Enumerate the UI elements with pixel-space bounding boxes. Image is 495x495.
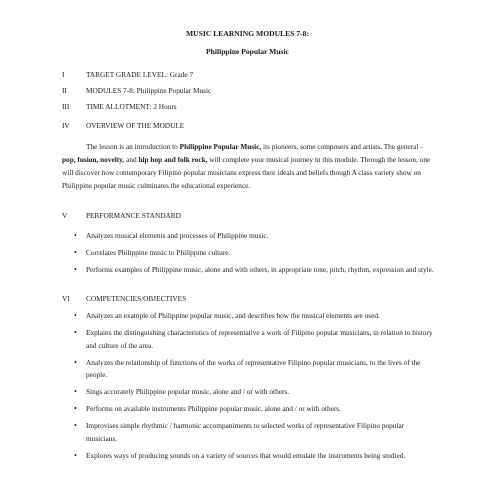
overview-paragraph — [62, 140, 434, 192]
list-item: • Analyzes musical elements and processes of Philippine music. — [62, 230, 434, 243]
section-heading: TARGET GRADE LEVEL: Grade 7 — [86, 70, 194, 79]
section-heading: MODULES 7-8: Philippine Popular Music — [86, 86, 212, 95]
list-item: • Analyzes the relationship of functions of the works of representative Filipino popular musicians, to the lives of the people. — [62, 357, 434, 382]
list-item: • Performs on available instruments Philippine popular music, alone and / or with others. — [62, 403, 434, 416]
list-item: • Improvises simple rhythmic / harmonic accompaniments to selected works of representative Filipino popular musicians. — [62, 420, 434, 445]
section-heading: PERFORMANCE STANDARD — [86, 211, 181, 220]
overview-bold: hip hop and folk rock, — [138, 155, 208, 164]
document-subtitle: Philippine Popular Music — [206, 47, 289, 56]
document-title: MUSIC LEARNING MODULES 7-8: — [186, 29, 309, 38]
competencies-list — [62, 310, 434, 467]
list-item: • Analyzes an example of Philippine popular music, and describes how the musical elements are used. — [62, 310, 434, 323]
overview-text: The lesson is an introduction to — [86, 142, 180, 151]
list-item: • Explains the distinguishing characteristics of representative a work of Filipino popular musicians, in relation to history and culture of the area. — [62, 327, 434, 352]
section-number: I — [62, 70, 65, 79]
performance-list — [62, 230, 434, 281]
overview-text: and — [124, 155, 139, 164]
overview-bold: pop, fusion, novelty, — [62, 155, 125, 164]
section-heading: OVERVIEW OF THE MODULE — [86, 121, 185, 130]
list-item: • Sings accurately Philippine popular music, alone and / or with others. — [62, 386, 434, 399]
section-number: V — [62, 211, 68, 220]
section-number: VI — [62, 294, 70, 303]
section-number: II — [62, 86, 67, 95]
list-item: • Performs examples of Philippine music, alone and with others, in appropriate tone, pitch, rhythm, expression and style. — [62, 264, 434, 277]
overview-bold: . — [380, 142, 383, 151]
section-number: IV — [62, 121, 70, 130]
section-heading: TIME ALLOTMENT: 2 Hours — [86, 102, 177, 111]
list-item: • Correlates Philippine music to Philippine culture. — [62, 247, 434, 260]
list-item: • Explores ways of producing sounds on a variety of sources that would emulate the instruments being studied. — [62, 450, 434, 463]
overview-text: will complete your musical journey in this module. Through the lesson, one will discover how contemporary Filipino popular musicians express their ideals and beliefs though A class variety show on Philippine popular music culminates the educational experience. — [62, 155, 431, 190]
overview-text: its pioneers, some composers and artists — [261, 142, 381, 151]
section-number: III — [62, 102, 70, 111]
section-heading: COMPETENCIES/OBJECTIVES — [86, 294, 187, 303]
overview-text: The general - — [382, 142, 423, 151]
overview-bold: Philippine Popular Music, — [179, 142, 262, 151]
